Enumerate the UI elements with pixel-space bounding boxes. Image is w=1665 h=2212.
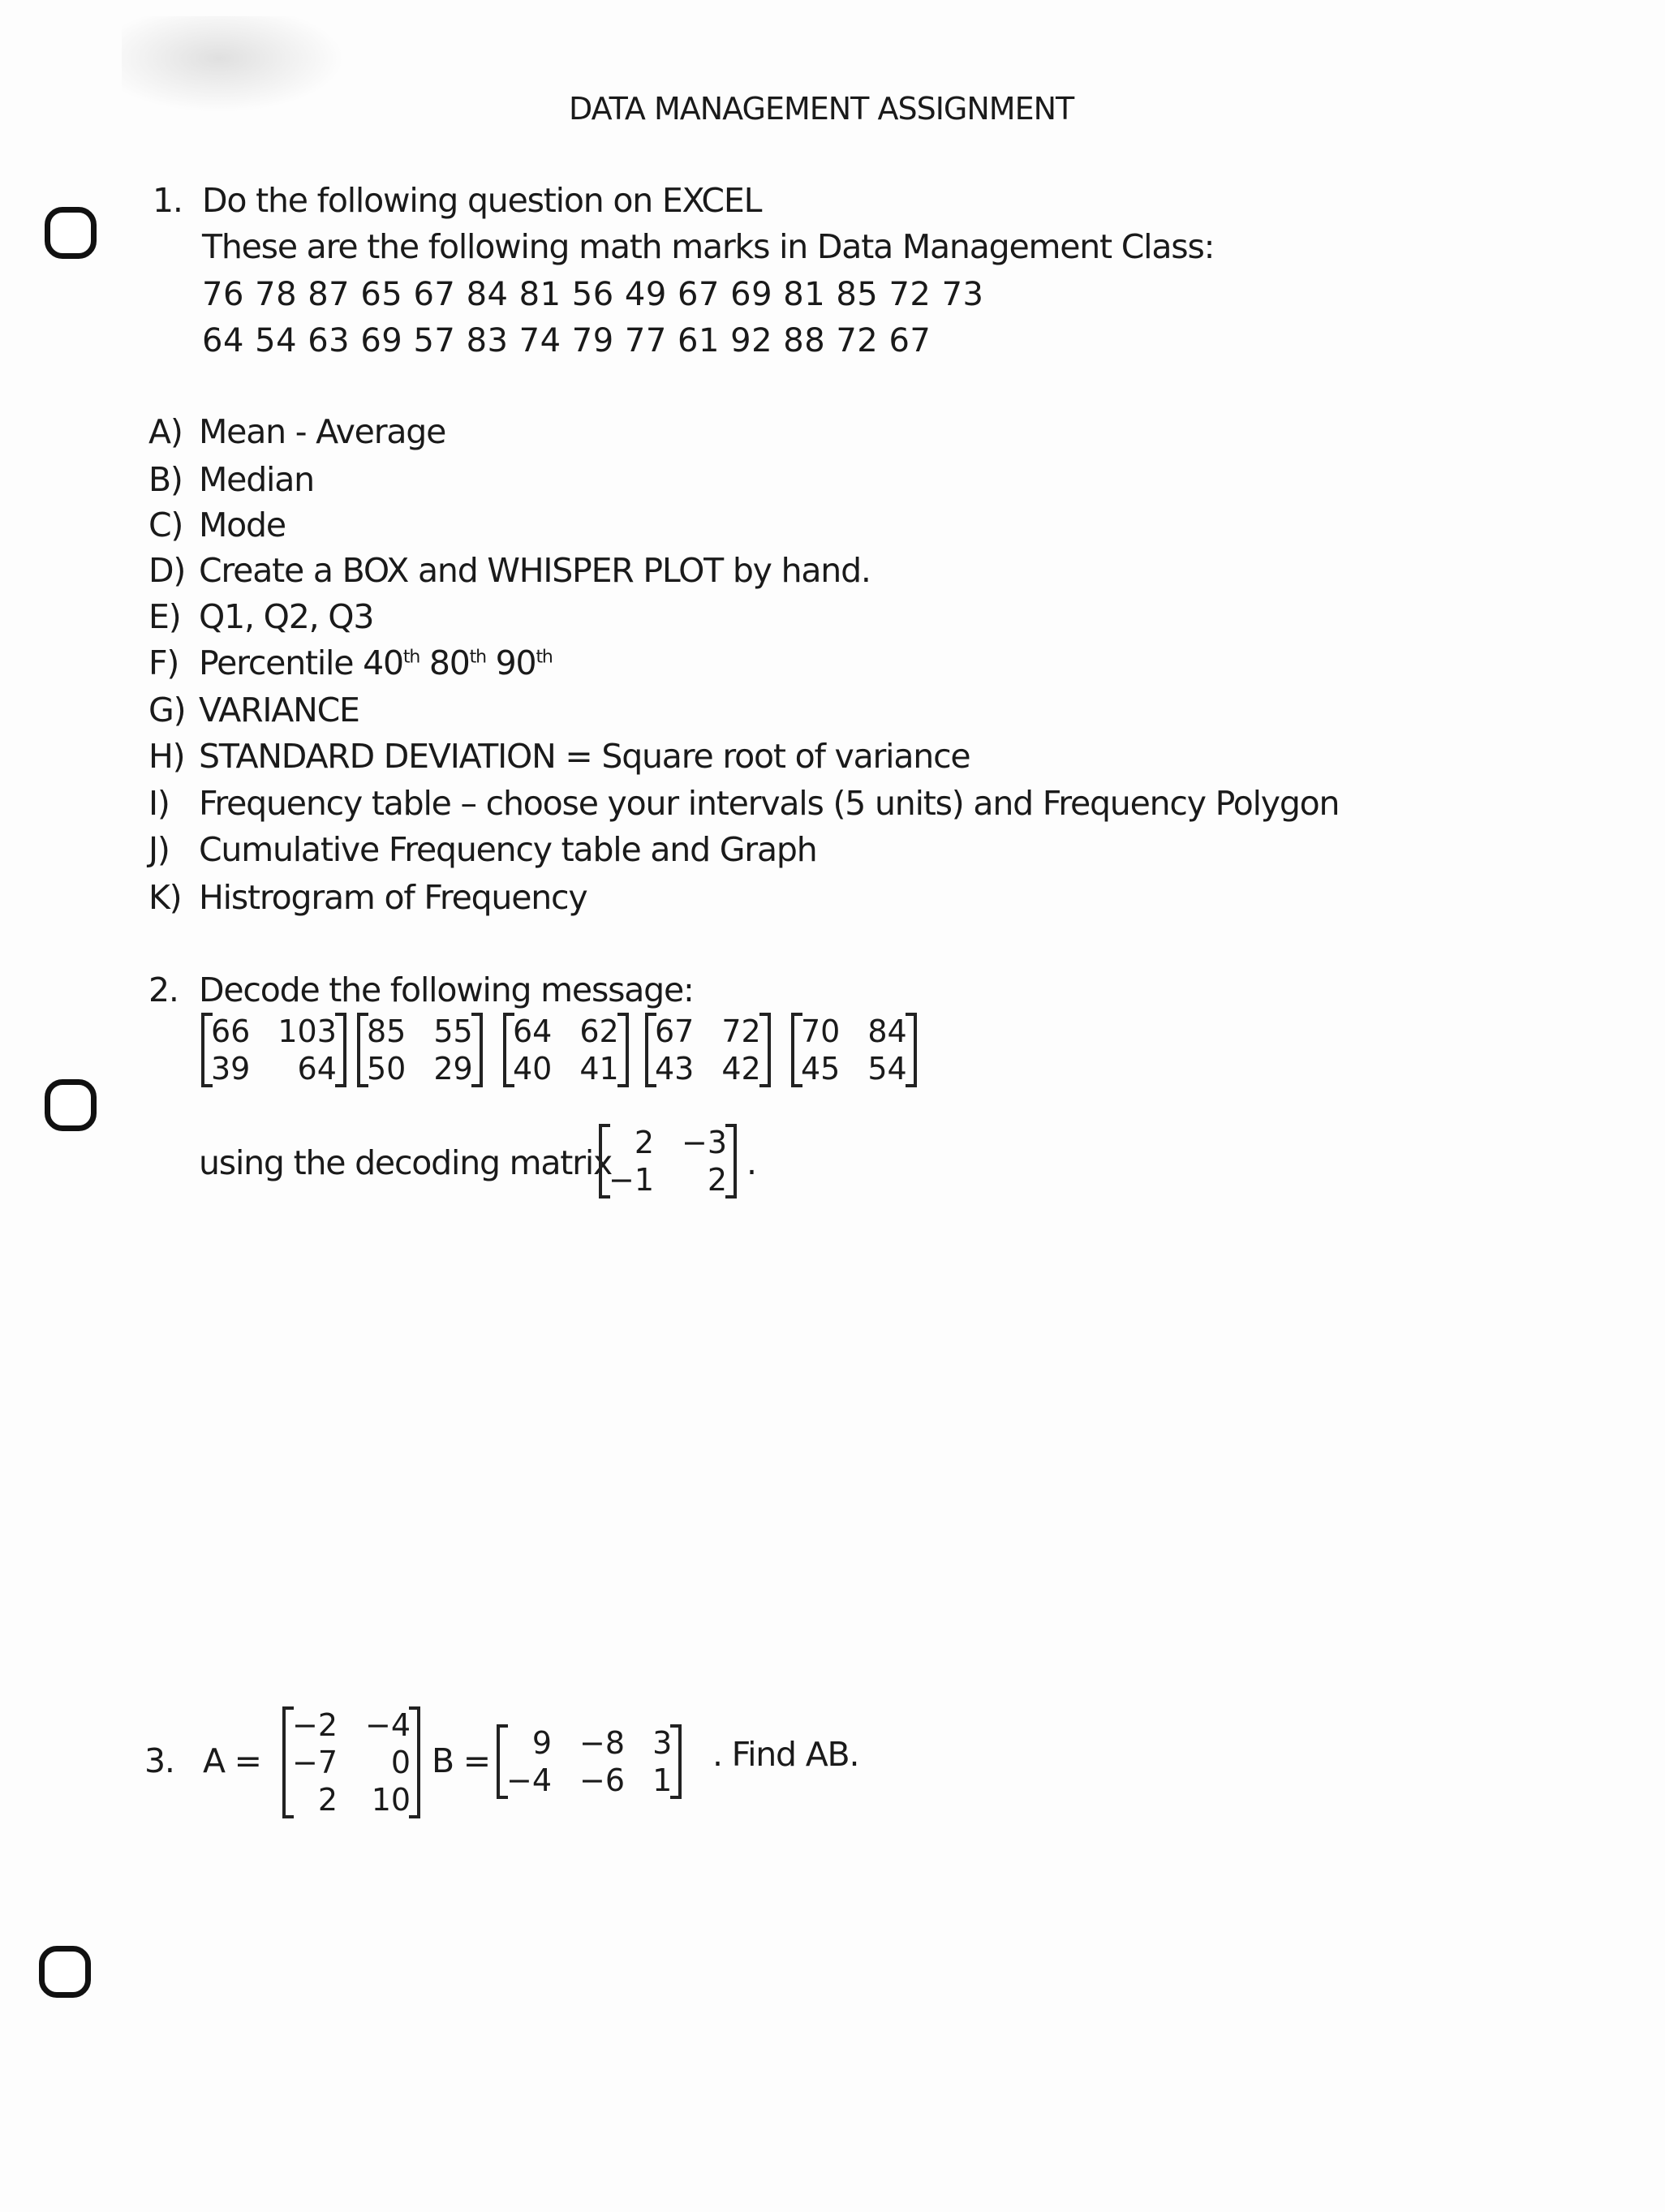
encoded-matrix bbox=[357, 1013, 483, 1087]
item-letter: H) bbox=[148, 737, 185, 776]
item-text bbox=[199, 643, 553, 682]
matrix-cell: 9 bbox=[531, 1725, 553, 1761]
item-letter: D) bbox=[148, 551, 186, 590]
scan-smudge bbox=[122, 16, 365, 122]
matrix-cell: 3 bbox=[652, 1725, 673, 1761]
item-text-part: STANDARD DEVIATION = Square root of variance bbox=[199, 737, 970, 776]
matrix-cell: 1 bbox=[652, 1762, 673, 1798]
item-text-part: 90 bbox=[485, 643, 536, 682]
item-letter: F) bbox=[148, 643, 179, 682]
item-text bbox=[199, 878, 587, 917]
matrix-cell: 39 bbox=[211, 1051, 251, 1087]
ordinal-suffix: th bbox=[469, 647, 486, 668]
q1-marks-row2: 64 54 63 69 57 83 74 79 77 61 92 88 72 67 bbox=[202, 322, 931, 359]
matrix-cell: 72 bbox=[721, 1013, 761, 1049]
matrix-cell: −1 bbox=[609, 1162, 655, 1198]
encoded-matrix bbox=[503, 1013, 629, 1087]
matrix-cell: 2 bbox=[634, 1125, 655, 1160]
matrix-cell: −3 bbox=[682, 1125, 728, 1160]
encoded-matrix bbox=[201, 1013, 346, 1087]
q1-number: 1. bbox=[153, 181, 183, 220]
item-letter: G) bbox=[148, 691, 186, 729]
matrix-cell: 103 bbox=[278, 1013, 337, 1049]
matrix-cell: 2 bbox=[707, 1162, 728, 1198]
item-text-part: 80 bbox=[419, 643, 470, 682]
matrix-cell: 64 bbox=[297, 1051, 337, 1087]
matrix-cell: 55 bbox=[433, 1013, 473, 1049]
matrix-cell: −2 bbox=[292, 1707, 338, 1743]
item-letter: K) bbox=[148, 878, 182, 917]
item-text-part: Frequency table – choose your intervals (5 units) and Frequency Polygon bbox=[199, 784, 1340, 823]
item-text bbox=[199, 460, 314, 499]
item-text bbox=[199, 551, 871, 590]
item-letter: B) bbox=[148, 460, 183, 499]
binder-hole-middle bbox=[45, 1079, 97, 1131]
q1-line2: These are the following math marks in Data Management Class: bbox=[202, 227, 1215, 266]
b-label: B = bbox=[432, 1741, 490, 1780]
matrix-cell: 45 bbox=[801, 1051, 841, 1087]
find-ab: . Find AB. bbox=[712, 1735, 859, 1774]
item-text-part: Median bbox=[199, 460, 314, 499]
matrix-a bbox=[282, 1706, 420, 1818]
binder-hole-top bbox=[45, 207, 97, 259]
matrix-cell: 40 bbox=[513, 1051, 553, 1087]
ordinal-suffix: th bbox=[402, 647, 420, 668]
item-text bbox=[199, 506, 286, 544]
item-text-part: Create a BOX and WHISPER PLOT by hand. bbox=[199, 551, 871, 590]
matrix-cell: 64 bbox=[513, 1013, 553, 1049]
ordinal-suffix: th bbox=[536, 647, 553, 668]
matrix-cell: 43 bbox=[655, 1051, 695, 1087]
item-text bbox=[199, 784, 1340, 823]
item-letter: I) bbox=[148, 784, 170, 823]
matrix-cell: 66 bbox=[211, 1013, 251, 1049]
item-text-part: VARIANCE bbox=[199, 691, 359, 729]
matrix-cell: 0 bbox=[390, 1745, 411, 1780]
matrix-b bbox=[497, 1724, 682, 1799]
item-letter: J) bbox=[148, 830, 170, 869]
item-text bbox=[199, 597, 374, 636]
matrix-cell: 29 bbox=[433, 1051, 473, 1087]
item-text-part: Q1, Q2, Q3 bbox=[199, 597, 374, 636]
item-text bbox=[199, 830, 817, 869]
a-label: A = bbox=[203, 1741, 261, 1780]
item-text bbox=[199, 737, 970, 776]
q1-line1: Do the following question on EXCEL bbox=[202, 181, 762, 220]
matrix-cell: −4 bbox=[365, 1707, 411, 1743]
item-letter: E) bbox=[148, 597, 181, 636]
item-letter: A) bbox=[148, 412, 183, 451]
item-text-part: Percentile 40 bbox=[199, 643, 403, 682]
matrix-cell: 10 bbox=[371, 1782, 411, 1818]
encoded-matrix bbox=[791, 1013, 917, 1087]
q2-end-period: . bbox=[746, 1143, 756, 1182]
matrix-cell: 62 bbox=[579, 1013, 619, 1049]
matrix-cell: 85 bbox=[367, 1013, 407, 1049]
decoding-matrix bbox=[599, 1124, 737, 1199]
matrix-cell: −6 bbox=[579, 1762, 626, 1798]
matrix-cell: 2 bbox=[317, 1782, 338, 1818]
q2-prompt: Decode the following message: bbox=[199, 970, 694, 1009]
binder-hole-bottom bbox=[39, 1946, 91, 1998]
q3-number: 3. bbox=[144, 1741, 174, 1780]
matrix-cell: 67 bbox=[655, 1013, 695, 1049]
q1-marks-row1: 76 78 87 65 67 84 81 56 49 67 69 81 85 72 73 bbox=[202, 276, 984, 313]
q2-number: 2. bbox=[148, 970, 179, 1009]
item-text bbox=[199, 691, 359, 729]
matrix-cell: 84 bbox=[867, 1013, 907, 1049]
matrix-cell: 42 bbox=[721, 1051, 761, 1087]
matrix-cell: 41 bbox=[579, 1051, 619, 1087]
item-text-part: Mean - Average bbox=[199, 412, 446, 451]
matrix-cell: 54 bbox=[867, 1051, 907, 1087]
item-letter: C) bbox=[148, 506, 183, 544]
item-text-part: Mode bbox=[199, 506, 286, 544]
item-text bbox=[199, 412, 446, 451]
decoding-text: using the decoding matrix bbox=[199, 1143, 613, 1182]
matrix-cell: −7 bbox=[292, 1745, 338, 1780]
item-text-part: Histrogram of Frequency bbox=[199, 878, 587, 917]
matrix-cell: −8 bbox=[579, 1725, 626, 1761]
matrix-cell: 50 bbox=[367, 1051, 407, 1087]
page-title: DATA MANAGEMENT ASSIGNMENT bbox=[569, 91, 1074, 127]
encoded-matrix bbox=[645, 1013, 771, 1087]
matrix-cell: −4 bbox=[506, 1762, 553, 1798]
item-text-part: Cumulative Frequency table and Graph bbox=[199, 830, 817, 869]
matrix-cell: 70 bbox=[801, 1013, 841, 1049]
